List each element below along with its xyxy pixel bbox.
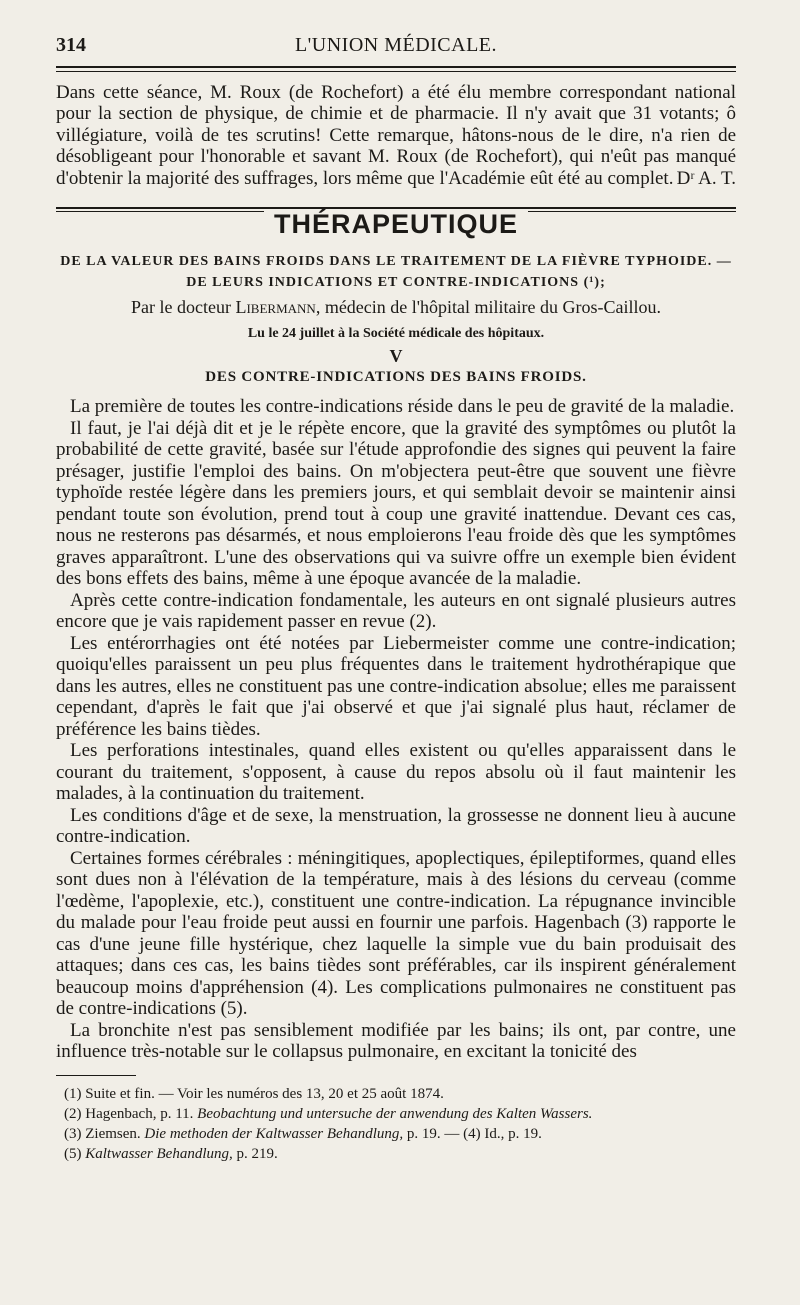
footnote-italic: Kaltwasser Behandlung, [85, 1145, 233, 1162]
body-paragraph: La bronchite n'est pas sensiblement modifiée par les bains; ils ont, par contre, une influence très-notable sur le collapsus pulmonaire, en excitant la tonicité des [56, 1019, 736, 1063]
article-body [56, 396, 736, 1063]
footnote-number: (3) [64, 1125, 82, 1142]
journal-title: L'UNION MÉDICALE. [294, 34, 498, 56]
section-heading: THÉRAPEUTIQUE [264, 209, 528, 239]
body-paragraph: Les entérorrhagies ont été notées par Liebermeister comme une contre-indication; quoiqu'elles paraissent un peu plus fréquentes dans le traitement hydrothérapique que dans les autres, elles ne constituent pas une contre-indication absolue; elles me paraissent cependant, d'après le fait que j'ai observé et que j'ai signalé plus haut, réclamer de préférence les bains tièdes. [56, 632, 736, 740]
footnote-italic: Die methoden der Kaltwasser Behandlung, [144, 1125, 404, 1142]
byline [56, 297, 736, 318]
running-head [56, 30, 736, 68]
body-paragraph: Il faut, je l'ai déjà dit et je le répète encore, que la gravité des symptômes ou plutôt la probabilité de cette gravité, basée sur l'étude approfondie des signes qui peuvent la faire présager, justifie l'emploi des bains. On m'objectera peut-être que souvent une fièvre typhoïde restée légère dans les premiers jours, et qui semblait devoir se maintenir ainsi pendant toute son évolution, prend tout à coup une gravité inattendue. Devant ces cas, nous ne resterons pas désarmés, et nous emploierons l'eau froide dès que les symptômes graves apparaîtront. L'une des observations qui va suivre offre un exemple bien évident des bons effets des bains, même à une époque avancée de la maladie. [56, 417, 736, 590]
footnote-number: (2) [64, 1105, 82, 1122]
chapter-number: V [389, 346, 403, 367]
footnote-rule [56, 1075, 136, 1076]
footnotes [56, 1084, 736, 1164]
footnote-italic: Beobachtung und untersuche der anwendung des Kalten Wassers. [197, 1105, 593, 1122]
byline-author: Libermann [235, 297, 316, 318]
byline-suffix: , médecin de l'hôpital militaire du Gros-Caillou. [315, 297, 661, 318]
read-note: Lu le 24 juillet à la Société médicale des hôpitaux. [247, 326, 545, 342]
page-number: 314 [56, 34, 86, 56]
article-title-line2: DE LEURS INDICATIONS ET CONTRE-INDICATIONS (¹); [186, 275, 606, 291]
footnote-text: Hagenbach, p. 11. [85, 1105, 194, 1122]
footnote-number: (1) [64, 1085, 82, 1102]
footnote-text: Ziemsen. [85, 1125, 141, 1142]
footnote-text: Suite et fin. — Voir les numéros des 13, 20 et 25 août 1874. [85, 1085, 444, 1102]
article-title-line1: DE LA VALEUR DES BAINS FROIDS DANS LE TRAITEMENT DE LA FIÈVRE TYPHOIDE. — [60, 254, 732, 270]
body-paragraph: Les perforations intestinales, quand elles existent ou qu'elles apparaissent dans le courant du traitement, s'opposent, à cause du repos absolu où il faut maintenir les malades, à la continuation du traitement. [56, 740, 736, 805]
body-paragraph: Certaines formes cérébrales : méningitiques, apoplectiques, épileptiformes, quand elles sont dues non à l'élévation de la température, mais à des lésions du cerveau (comme l'œdème, l'apoplexie, etc.), constituent une contre-indication. La répugnance invincible du malade pour l'eau froide peut aussi en fournir une parfois. Hagenbach (3) rapporte le cas d'une jeune fille hystérique, chez laquelle la simple vue du bain produisait des attaques; dans ces cas, les bains tièdes sont préférables, car ils inspirent généralement beaucoup moins d'appréhension (4). Les complications pulmonaires ne constituent pas de contre-indications (5). [56, 847, 736, 1020]
footnote [64, 1084, 736, 1104]
footnote-text-after: p. 219. [236, 1145, 278, 1162]
section-divider [56, 203, 736, 240]
byline-prefix: Par le docteur [131, 297, 231, 318]
body-paragraph: La première de toutes les contre-indications réside dans le peu de gravité de la maladie. [70, 396, 735, 418]
chapter-title: DES CONTRE-INDICATIONS DES BAINS FROIDS. [205, 369, 587, 386]
section-heading-wrap [56, 209, 736, 240]
body-paragraph: Après cette contre-indication fondamentale, les auteurs en ont signalé plusieurs autres encore que je vais rapidement passer en revue (2). [56, 589, 736, 633]
footnote [64, 1144, 736, 1164]
article-title [56, 251, 736, 293]
footnote [64, 1124, 736, 1144]
footnote-number: (5) [64, 1145, 82, 1162]
intro-paragraph: Dans cette séance, M. Roux (de Rochefort) a été élu membre correspondant national pour la section de physique, de chimie et de pharmacie. Il n'y avait que 31 votants; ô villégiature, voilà de tes scrutins! Cette remarque, hâtons-nous de le dire, n'a rien de désobligeant pour l'honorable et savant M. Roux (de Rochefort), qui n'eût pas manqué d'obtenir la majorité des suffrages, lors même que l'Académie eût été au complet. [56, 82, 736, 189]
footnote-text-after: p. 19. — (4) Id., p. 19. [406, 1125, 542, 1142]
body-paragraph: Les conditions d'âge et de sexe, la menstruation, la grossesse ne donnent lieu à aucune contre-indication. [56, 804, 736, 848]
header-rule [56, 71, 736, 72]
footnote [64, 1104, 736, 1124]
intro-signature: Dʳ A. T. [676, 168, 736, 190]
